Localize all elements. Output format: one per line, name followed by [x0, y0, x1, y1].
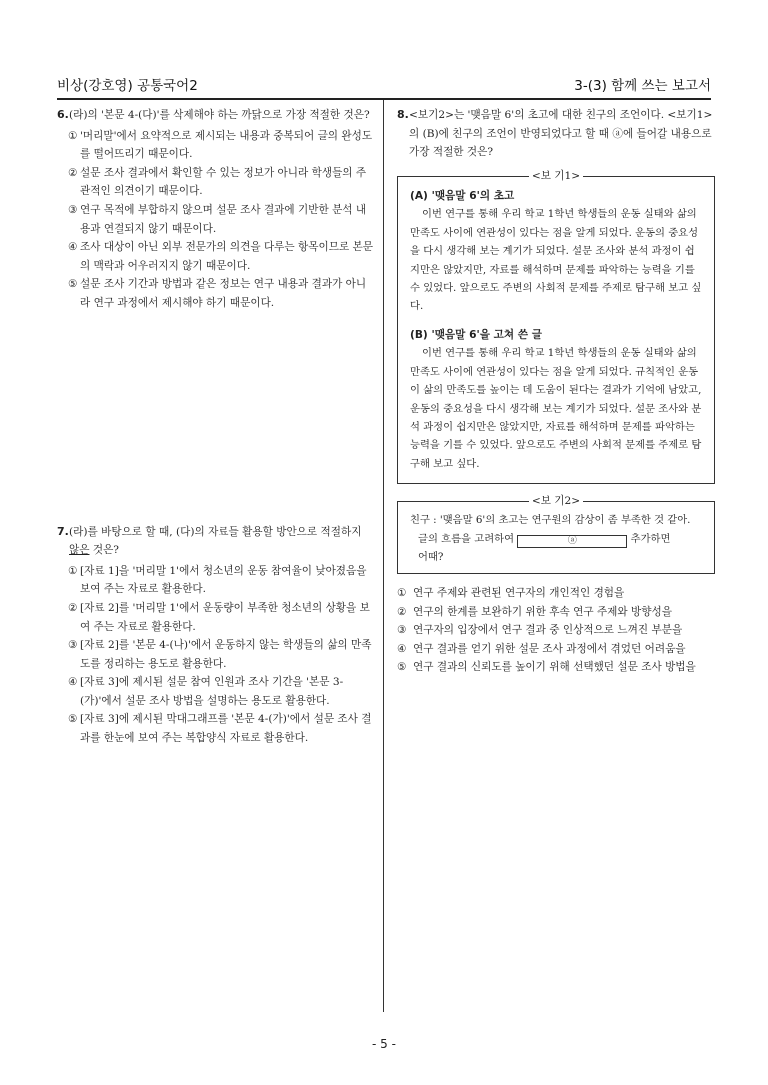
bogi-2-box	[397, 495, 715, 574]
option-text: [자료 2]를 '머리말 1'에서 운동량이 부족한 청소년의 상황을 보여 주는 자료로 활용한다.	[80, 601, 370, 633]
column-divider	[383, 100, 384, 1012]
answer-option[interactable]	[397, 658, 715, 677]
answer-option[interactable]	[397, 603, 715, 622]
option-number: ⑤	[397, 661, 407, 674]
bogi-1-title: <보 기1>	[398, 167, 714, 186]
unit-title: 3-(3) 함께 쓰는 보고서	[574, 78, 711, 94]
question-8	[397, 106, 715, 162]
option-text: '머리말'에서 요약적으로 제시되는 내용과 중복되어 글의 완성도를 떨어뜨리기 때문이다.	[80, 129, 373, 161]
stem-text: (라)를 바탕으로 할 때, (다)의 자료들 활용할 방안으로 적절하지	[69, 525, 362, 538]
option-number: ③	[68, 203, 78, 216]
negation-underline: 않은	[69, 544, 90, 557]
answer-option[interactable]	[57, 599, 373, 636]
option-text: [자료 3]에 제시된 막대그래프를 '본문 4-(가)'에서 설문 조사 결과를 한눈에 보여 주는 복합양식 자료로 활용한다.	[80, 713, 372, 745]
option-text: [자료 2]를 '본문 4-(나)'에서 운동하지 않는 학생들의 삶의 만족도를 정리하는 용도로 활용한다.	[80, 639, 372, 670]
option-number: ②	[68, 601, 78, 614]
q7-options	[57, 562, 373, 748]
draft-heading: (A) '맺음말 6'의 초고	[410, 189, 515, 202]
draft-text: 이번 연구를 통해 우리 학교 1학년 학생들의 운동 실태와 삶의 만족도 사이에 연관성이 있다는 점을 알게 되었다. 운동의 중요성을 다시 생각해 보는 계기가 되었다. 설문 조사와 분석 과정이 쉽지만은 않았지만, 자료를 해석하며 문제를 파악하는 능력을 기를 수 있었다. 앞으로도 주변의 사회적 문제를 주제로 탐구해 보고 싶다.	[410, 208, 702, 313]
page-number: - 5 -	[372, 1037, 396, 1051]
advice-line: 어때?	[418, 551, 444, 564]
option-text: 설문 조사 기간과 방법과 같은 정보는 연구 내용과 결과가 아니라 연구 과정에서 제시해야 하기 때문이다.	[80, 278, 367, 309]
option-number: ③	[397, 624, 407, 637]
option-text: [자료 1]을 '머리말 1'에서 청소년의 운동 참여율이 낮아졌음을 보여 주는 자료로 활용한다.	[80, 564, 367, 596]
question-number: 7.	[57, 524, 69, 538]
option-number: ③	[68, 639, 78, 652]
left-column	[57, 106, 373, 748]
option-number: ②	[68, 166, 78, 179]
question-stem	[69, 523, 373, 560]
advice-line: 글의 흐름을 고려하여 ⓐ 추가하면	[418, 532, 671, 546]
option-text: 설문 조사 결과에서 확인할 수 있는 정보가 아니라 학생들의 주관적인 의견이기 때문이다.	[80, 166, 367, 198]
advice-line: 친구 : '맺음말 6'의 초고는 연구원의 감상이 좀 부족한 것 같아.	[410, 514, 691, 527]
bogi-1-box	[397, 169, 715, 484]
option-text: 연구 결과를 얻기 위한 설문 조사 과정에서 겪었던 어려움을	[413, 642, 686, 655]
question-stem: (라)의 '본문 4-(다)'를 삭제해야 하는 까닭으로 가장 적절한 것은?	[69, 109, 370, 121]
option-number: ⑤	[68, 278, 78, 291]
question-7	[57, 523, 373, 560]
stem-text: 것은?	[89, 544, 119, 557]
option-text: 연구 결과의 신뢰도를 높이기 위해 선택했던 설문 조사 방법을	[413, 661, 696, 674]
option-text: 연구 주제와 관련된 연구자의 개인적인 경험을	[413, 587, 625, 600]
question-stem: <보기2>는 '맺음말 6'의 초고에 대한 친구의 조언이다. <보기1>의 (B)에 친구의 조언이 반영되었다고 할 때 ⓐ에 들어갈 내용으로 가장 적절한 것은?	[409, 109, 713, 159]
answer-option[interactable]	[57, 673, 373, 710]
answer-option[interactable]	[57, 127, 373, 164]
option-number: ④	[68, 676, 78, 689]
option-number: ①	[397, 587, 407, 600]
option-number: ⑤	[68, 713, 78, 726]
option-number: ④	[68, 241, 78, 254]
q6-options	[57, 127, 373, 313]
revised-heading: (B) '맺음말 6'을 고쳐 쓴 글	[410, 328, 542, 341]
option-text: 연구의 한계를 보완하기 위한 후속 연구 주제와 방향성을	[413, 605, 672, 618]
textbook-title: 비상(강호영) 공통국어2	[57, 78, 198, 94]
answer-option[interactable]	[57, 275, 373, 312]
option-number: ①	[68, 564, 78, 577]
header-rule	[57, 98, 711, 100]
answer-option[interactable]	[57, 710, 373, 747]
question-number: 8.	[397, 108, 409, 121]
option-text: 연구자의 입장에서 연구 결과 중 인상적으로 느껴진 부분을	[413, 624, 683, 637]
question-6	[57, 106, 373, 125]
revised-text: 이번 연구를 통해 우리 학교 1학년 학생들의 운동 실태와 삶의 만족도 사이에 연관성이 있다는 점을 알게 되었다. 규칙적인 운동이 삶의 만족도를 높이는 데 도움이 된다는 결과가 기억에 남았고, 운동의 중요성을 다시 생각해 보는 계기가 되었다. 설문 조사와 분석 과정이 쉽지만은 않았지만, 자료를 해석하며 문제를 파악하는 능력을 기를 수 있었다. 앞으로도 주변의 사회적 문제를 주제로 탐구해 보고 싶다.	[410, 347, 702, 470]
answer-option[interactable]	[57, 562, 373, 599]
answer-option[interactable]	[57, 636, 373, 673]
answer-option[interactable]	[57, 164, 373, 201]
option-number: ④	[397, 642, 407, 655]
right-column	[397, 106, 715, 677]
bogi-2-title: <보 기2>	[398, 492, 714, 511]
option-text: [자료 3]에 제시된 설문 참여 인원과 조사 기간을 '본문 3-(가)'에서 설문 조사 방법을 설명하는 용도로 활용한다.	[80, 676, 344, 707]
option-number: ②	[397, 605, 407, 618]
q8-options	[397, 584, 715, 677]
option-number: ①	[68, 129, 78, 142]
answer-option[interactable]	[397, 584, 715, 603]
answer-option[interactable]	[397, 621, 715, 640]
answer-option[interactable]	[397, 640, 715, 659]
answer-option[interactable]	[57, 201, 373, 238]
blank-a: ⓐ	[517, 535, 627, 548]
question-number: 6.	[57, 108, 69, 121]
option-text: 조사 대상이 아닌 외부 전문가의 의견을 다루는 항목이므로 본문의 맥락과 어우러지지 않기 때문이다.	[80, 241, 374, 272]
answer-option[interactable]	[57, 238, 373, 275]
option-text: 연구 목적에 부합하지 않으며 설문 조사 결과에 기반한 분석 내용과 연결되지 않기 때문이다.	[80, 203, 367, 235]
page-header	[57, 74, 711, 96]
